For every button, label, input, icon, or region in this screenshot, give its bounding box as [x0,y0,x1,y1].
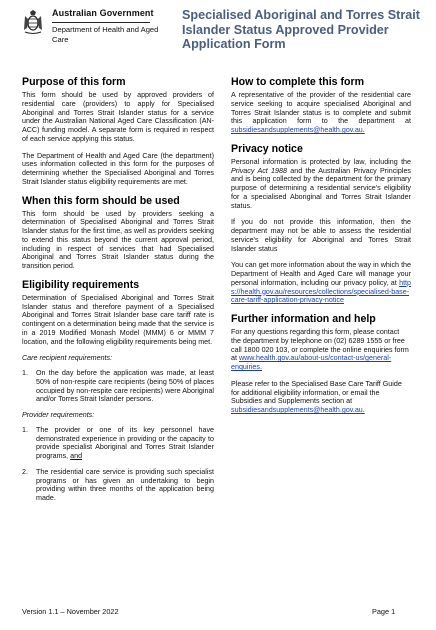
list-item-text: The provider or one of its key personnel have demonstrated experience in providing or the capacity to provide specialist Aboriginal and Torres Strait Islander programs, [36,425,214,460]
and-emphasis: and [70,452,83,460]
list-number: 1. [22,369,28,377]
further-paragraph-2 [231,380,411,415]
government-name: Australian Government [52,8,154,18]
list-number: 1. [22,425,28,434]
left-column [22,76,214,510]
privacy-heading: Privacy notice [231,142,303,155]
purpose-paragraph-2: The Department of Health and Aged Care (the department) uses information collected in this form for the purposes of determining whether the Specialised Aboriginal and Torres Strait Islander status eligibility requirements are met. [22,151,214,186]
when-paragraph: This form should be used by providers seeking a determination of Specialised Aboriginal and Torres Strait Islander status for the first time, as well as providers seeking to extend this status beyond the current approval period, including in respect of services that had Specialised Aboriginal and Torres Strait Islander status during the transition period. [22,209,214,270]
further-paragraph-1 [231,328,411,372]
further-text: For any questions regarding this form, please contact the department by telephone on (02) 6289 1555 or free call 1800 020 103, or complete the online enquiries form at [231,328,409,363]
list-item-text: The residential care service is providing such specialist programs or has given an undertaking to begin providing within three months of the application being made. [36,467,214,502]
provider-label: Provider requirements: [22,411,95,419]
eligibility-heading: Eligibility requirements [22,278,140,291]
submission-email-link[interactable]: subsidiesandsupplements@health.gov.au. [231,126,365,134]
how-paragraph [231,91,411,135]
privacy-paragraph-1 [231,158,411,211]
how-heading: How to complete this form [231,76,365,88]
right-column [231,76,411,423]
page-title: Specialised Aboriginal and Torres Strait Islander Status Approved Provider Application Form [182,8,420,51]
department-name: Department of Health and Aged Care [52,25,159,44]
list-number: 2. [22,467,28,476]
privacy-notice-link[interactable]: https://health.gov.au/resources/collections/specialised-base-care-tariff-application-privacy-notice [231,278,412,305]
list-item [22,369,214,404]
purpose-heading: Purpose of this form [22,76,126,88]
enquiries-link[interactable]: www.health.gov.au/about-us/contact-us/general-enquiries. [231,354,392,371]
how-text: A representative of the provider of the residential care service seeking to acquire specialised Aboriginal and Torres Strait Islander status is to complete and submit this application form to the department at [231,91,411,126]
privacy-text-a: Personal information is protected by law, including the [231,157,411,166]
privacy-paragraph-3 [231,261,411,305]
coat-of-arms-icon [22,10,44,34]
care-recipient-label: Care recipient requirements: [22,354,113,363]
subsidies-email-link[interactable]: subsidiesandsupplements@health.gov.au. [231,406,365,414]
version-label: Version 1.1 – November 2022 [22,607,119,616]
page-header [0,0,436,68]
list-item [22,426,214,461]
privacy-act-name: Privacy Act 1988 [231,166,287,175]
header-divider [52,22,150,23]
care-recipient-list [22,369,214,404]
list-item-text: On the day before the application was made, at least 50% of non-respite care recipients (being 50% of places occupied by non-respite care recipients) were Aboriginal and/or Torres Strait Islander persons. [36,369,214,404]
privacy-text-c: You can get more information about the way in which the Department of Health and Aged Care will manage your personal information, including our privacy policy, at [231,261,411,287]
when-heading: When this form should be used [22,194,180,207]
purpose-paragraph-1: This form should be used by approved providers of residential care (providers) to apply for Specialised Aboriginal and Torres Strait Islander status for a service under the Australian National Aged Care Classification (AN-ACC) funding model. A separate form is required in respect of each service applying this status. [22,91,214,143]
page-number: Page 1 [372,607,396,616]
provider-list [22,426,214,503]
further-heading: Further information and help [231,313,376,325]
privacy-text-b: and the Australian Privacy Principles and is being collected by the department for the primary purpose of determining a residential service's eligibility for a specialised Aboriginal and Torres Strait Islander status. [231,166,411,210]
further-text-2: Please refer to the Specialised Base Care Tariff Guide for additional eligibility information, or email the Subsidies and Supplements section at [231,379,402,406]
list-item [22,468,214,503]
eligibility-paragraph: Determination of Specialised Aboriginal and Torres Strait Islander status and therefore payment of a Specialised Aboriginal and Torres Strait Islander base care tariff rate is contingent on a determination being made that the service is in a 2019 Modified Monash Model (MMM) 6 or MMM 7 location, and the following eligibility requirements being met. [22,293,214,346]
privacy-paragraph-2: If you do not provide this information, then the department may not be able to assess the residential service's eligibility for Aboriginal and Torres Strait Islander status [231,218,411,253]
